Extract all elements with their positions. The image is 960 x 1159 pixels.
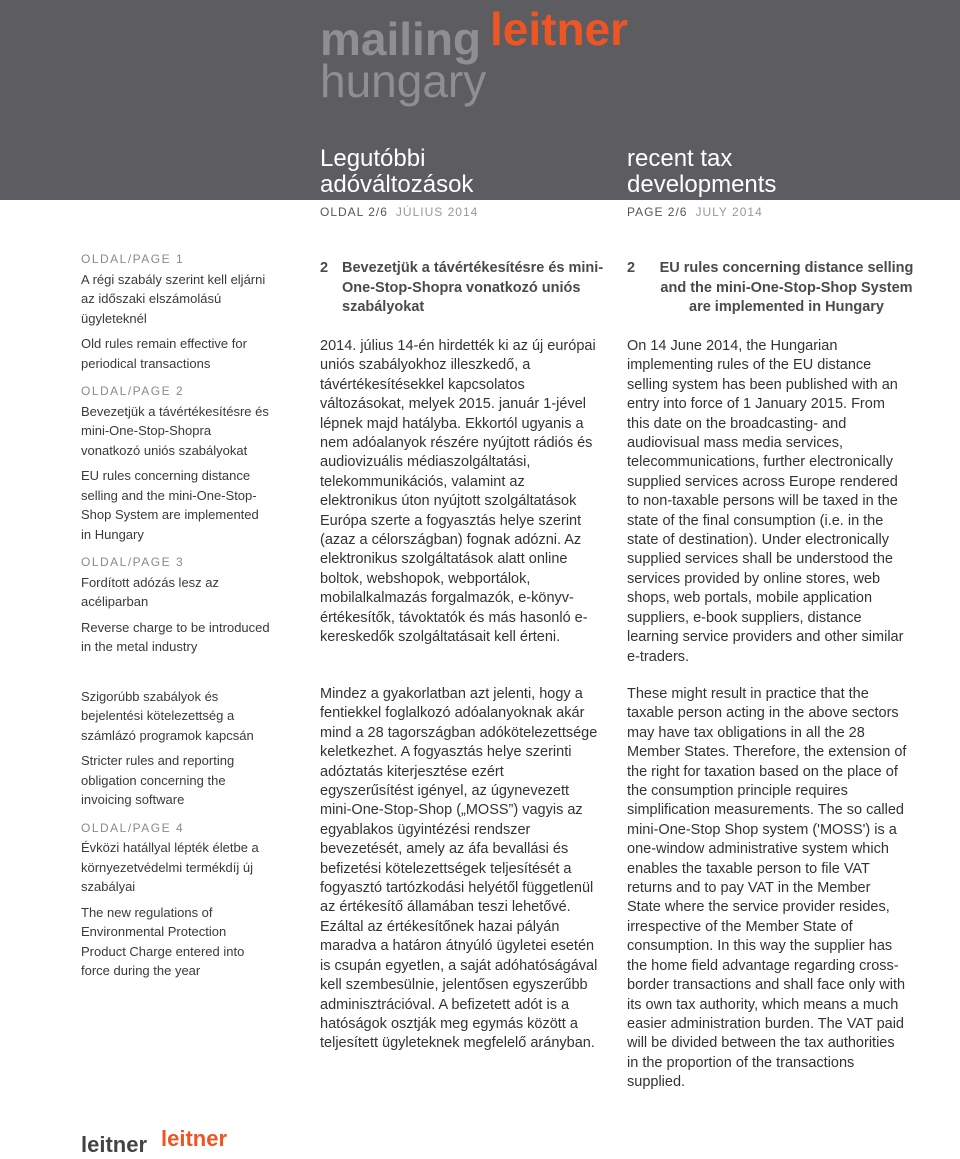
article-paragraph-english-2: These might result in practice that the taxable person acting in the above sectors may have tax obligations in all the 28 Member States. Therefore, the extension of the right for taxation based on the place of the consumption principle requires simplification measurements. The so called mini-One-Stop Shop system ('MOSS') is a one-window administrative system which enables the taxable person to file VAT returns and to pay VAT in the Member State where the service provider resides, irrespective of the Member State of consumption. In this way the supplier has the home field advantage regarding cross-border transactions and shall face only with its own tax authority, which means a much easier administration burden. The VAT paid will be divided between the tax authorities in the proportion of the transactions supplied. [627,686,907,1091]
logo-mailing-text: mailing [320,13,482,65]
toc-item-hungarian: Bevezetjük a távértékesítésre és mini-One-Stop-Shopra vonatkozó uniós szabályokat [81,403,269,458]
toc-item-hungarian: Évközi hatállyal lépték életbe a környezetvédelmi termékdíj új szabályai [81,840,259,894]
logo-hungary-text: hungary [320,55,487,107]
toc-page-label: OLDAL/PAGE 3 [81,555,185,569]
toc-item-hungarian: A régi szabály szerint kell eljárni az időszaki elszámolású ügyleteknél [81,271,266,326]
toc-item-english: Reverse charge to be introduced in the metal industry [81,619,270,654]
toc-page-label: OLDAL/PAGE 4 [81,820,185,835]
article-heading: EU rules concerning distance selling and the mini-One-Stop-Shop System are implemented in Hungary [659,260,914,316]
page-indicator-hungarian [320,205,478,219]
article-paragraph-english-1: On 14 June 2014, the Hungarian implementing rules of the EU distance selling system has been published with an entry into force of 1 January 2015. From this date on the broadcasting- and audiovisual mass media services, telecommunications, further electronically supplied services across Europe rendered to non-taxable persons will be taxed in the state of the final consumption (i.e. in the state of destination). Under electronically supplied services shall be understood the services provided by online stores, web shops, web portals, mobile application suppliers, e-book suppliers, distance learning service providers and other similar e-traders. [627,338,904,665]
article-number: 2 [320,260,329,276]
article-paragraph-hungarian-1: 2014. július 14-én hirdették ki az új európai uniós szabályokhoz illeszkedő, a távértékesítésekkel kapcsolatos változásokat, melyek 2015. január 1-jével lépnek majd hatályba. Ekkortól ugyanis a nem adóalanyok részére nyújtott rádiós és audiovizuális médiaszolgáltatási, telekommunikációs, valamint az elektronikus úton nyújtott szolgáltatások Európa szerte a fogyasztás helye szerint (azaz a célországban) fognak adózni. Az elektronikus szolgáltatások alatt online boltok, webshopok, webportálok, mobilalkalmazás forgalmazók, e-könyv-értékesítők, távoktatók és más hasonló e-kereskedők szolgáltatásait kell érteni. [320,338,596,646]
page-number-hu: OLDAL 2/6 [320,205,388,219]
toc-item-hungarian: Fordított adózás lesz az acéliparban [81,574,220,609]
article-heading: Bevezetjük a távértékesítésre és mini-One-Stop-Shopra vonatkozó uniós szabályokat [342,260,604,316]
toc-item-english: EU rules concerning distance selling and the mini-One-Stop-Shop System are implemented in Hungary [81,468,259,542]
toc-item-english: Old rules remain effective for periodical transactions [81,336,247,371]
article-paragraph-hungarian-2: Mindez a gyakorlatban azt jelenti, hogy a fentiekkel foglalkozó adóalanyoknak akár mind a 28 tagországban adókötelezettsége keletkezhet. A fogyasztás helye szerinti adóztatás kiterjesztése ezért egyszerűsítést igényel, az úgynevezett mini-One-Stop-Shop („MOSS”) vagyis az egyablakos ügyintézési rendszer bevezetését, amely az áfa bevallási és befizetési kötelezettségek teljesítését a fogyasztó tartózkodási helyétől függetlenül az értékesítő államában teszi lehetővé. Ezáltal az értékesítőnek hazai pályán maradva a határon átnyúló ügyletei esetén is csupán egyetlen, a saját adóhatóságával kell szembesülnie, jelentősen egyszerűbb adminisztrációval. A befizetett adót is a hatóságok osztják meg egymás között a teljesített ügyleteknek megfelelő arányban. [320,686,598,1052]
toc-page-label: OLDAL/PAGE 2 [81,384,185,398]
toc-spacer [81,657,271,687]
table-of-contents-sidebar [81,250,271,981]
page-number-en: PAGE 2/6 [627,205,688,219]
footer-logo-text-orange: leitner [161,1126,228,1151]
page-header [0,0,960,200]
issue-date-hu: JÚLIUS 2014 [395,205,479,219]
logo-leitner-text: leitner [490,3,629,55]
footer-logo-text-dark: leitner [81,1132,148,1157]
article-number: 2 [627,260,636,276]
article-title-hungarian [320,259,610,318]
toc-page-label: OLDAL/PAGE 1 [81,252,185,266]
toc-item-english: Stricter rules and reporting obligation concerning the invoicing software [81,753,235,807]
page-title-english: recent tax developments [627,145,777,198]
page-indicator-english [627,205,763,219]
issue-date-en: JULY 2014 [695,205,763,219]
toc-item-english: The new regulations of Environmental Protection Product Charge entered into force during the year [81,904,245,978]
toc-item-hungarian: Szigorúbb szabályok és bejelentési kötelezettség a számlázó programok kapcsán [81,688,254,743]
page-title-hungarian: Legutóbbi adóváltozások [320,145,474,198]
article-title-english [627,259,917,318]
